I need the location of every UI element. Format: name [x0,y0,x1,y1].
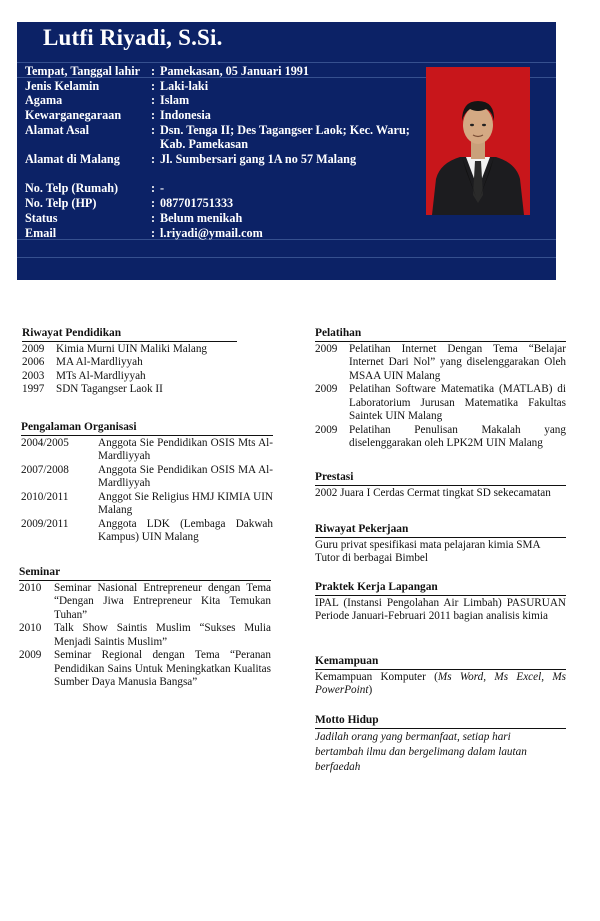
info-row-home-phone [25,181,425,196]
skills-text [315,671,566,698]
section-work-history [315,523,566,566]
entry-year: 2009 [22,342,45,355]
info-value: Jl. Sumbersari gang 1A no 57 Malang [160,151,357,166]
section-title: Praktek Kerja Lapangan [315,581,566,596]
info-value: - [160,181,165,196]
list-item [19,622,271,649]
list-item [21,491,273,518]
info-row-malang-address [25,152,425,167]
section-title: Seminar [19,566,271,581]
entry-text: Anggota Sie Pendidikan OSIS MA Al-Mardliyyah [98,463,273,489]
list-item [22,343,237,357]
entry-year: 2009 [315,342,338,355]
person-portrait-icon [426,67,530,215]
colon: : [151,108,156,123]
entry-text: Seminar Nasional Entrepreneur dengan Tema “Dengan Jiwa Entrepreneur Kita Temukan Tuhan” [54,581,271,621]
motto-text: Jadilah orang yang bermanfaat, setiap hari bertambah ilmu dan bergelimang dalam lautan berfaedah [315,730,527,773]
divider [17,257,556,258]
entry-text: Anggota Sie Pendidikan OSIS Mts Al-Mardliyyah [98,436,273,462]
entry-year: 2003 [22,369,45,382]
work-line: Guru privat spesifikasi mata pelajaran kimia SMA [315,538,541,551]
achievement-text: 2002 Juara I Cerdas Cermat tingkat SD sekecamatan [315,486,551,499]
info-label: Email [25,225,57,240]
personal-info [25,64,425,240]
entry-year: 2010/2011 [21,490,69,503]
entry-year: 2009 [19,649,42,661]
list-item [21,464,273,491]
section-achievement [315,471,566,500]
skills-prefix: Kemampuan Komputer ( [315,670,438,683]
info-value: Laki-laki [160,78,209,93]
entry-year: 2010 [19,622,42,634]
divider [17,62,556,63]
entry-text: Anggot Sie Religius HMJ KIMIA UIN Malang [98,490,273,516]
info-label: No. Telp (Rumah) [25,181,119,196]
info-row-gender [25,79,425,94]
entry-text: Anggota LDK (Lembaga Dakwah Kampus) UIN Malang [98,517,273,543]
colon: : [151,93,156,108]
entry-year: 2009/2011 [21,517,69,530]
colon: : [151,210,156,225]
list-item [22,356,237,370]
section-title: Riwayat Pendidikan [22,327,237,342]
info-row-origin-address [25,123,425,152]
info-label: Agama [25,93,63,108]
entry-text: MA Al-Mardliyyah [56,356,143,368]
list-item [315,343,566,384]
info-row-mobile-phone [25,196,425,211]
info-value: l.riyadi@ymail.com [160,225,263,240]
info-label: Tempat, Tanggal lahir [25,64,141,78]
colon: : [151,196,156,211]
info-label: Alamat Asal [25,122,89,137]
entry-text: Seminar Regional dengan Tema “Peranan Pendidikan Sains Untuk Meningkatkan Kualitas Sumber Daya Manusia Bangsa” [54,649,271,688]
section-title: Pengalaman Organisasi [21,421,273,436]
section-skills [315,655,566,698]
colon: : [151,181,156,196]
entry-year: 2009 [315,423,338,436]
section-organization [21,421,273,545]
section-title: Pelatihan [315,327,566,342]
list-item [315,383,566,424]
colon: : [151,64,156,78]
info-value: Dsn. Tenga II; Des Tagangser Laok; Kec. Waru; Kab. Pamekasan [160,122,410,152]
info-label: Status [25,210,58,225]
list-item [19,582,271,623]
entry-text: MTs Al-Mardliyyah [56,369,146,382]
entry-year: 2007/2008 [21,463,69,476]
entry-year: 2006 [22,356,45,368]
colon: : [151,151,156,166]
info-label: Jenis Kelamin [25,78,100,93]
skills-software: Ms Word, Ms Excel, Ms PowerPoint [315,670,566,696]
section-education [22,327,237,397]
cv-header [17,22,556,280]
list-item [22,383,237,397]
list-item [19,649,271,690]
info-value: 087701751333 [160,196,234,211]
section-title: Prestasi [315,471,566,486]
list-item [21,437,273,464]
full-name: Lutfi Riyadi, S.Si. [43,25,223,50]
colon: : [151,225,156,240]
info-row-religion [25,93,425,108]
list-item [21,518,273,545]
entry-text: Pelatihan Software Matematika (MATLAB) di Laboratorium Jurusan Matematika Fakultas Saintek UIN Malang [349,383,566,422]
entry-text: SDN Tagangser Laok II [56,383,163,395]
info-row-birth [25,64,425,79]
section-title: Kemampuan [315,655,566,670]
info-label: Kewarganegaraan [25,108,122,123]
profile-photo [426,67,530,215]
info-label: Alamat di Malang [25,151,120,166]
list-item [315,424,566,451]
info-row-nationality [25,108,425,123]
info-row-email [25,226,425,241]
section-training [315,327,566,451]
info-value: Islam [160,93,190,108]
colon: : [151,78,156,93]
colon: : [151,122,156,137]
info-row-status [25,211,425,226]
internship-text: IPAL (Instansi Pengolahan Air Limbah) PASURUAN Periode Januari-Februari 2011 bagian analisis kimia [315,596,566,622]
section-internship [315,581,566,624]
entry-year: 1997 [22,383,45,395]
info-value: Belum menikah [160,210,243,225]
work-line: Tutor di berbagai Bimbel [315,552,429,564]
info-value: Indonesia [160,108,211,123]
entry-text: Kimia Murni UIN Maliki Malang [56,342,208,355]
section-motto [315,714,566,775]
list-item [22,370,237,384]
section-title: Motto Hidup [315,714,566,729]
info-label: No. Telp (HP) [25,196,97,211]
entry-year: 2009 [315,383,338,395]
entry-text: Pelatihan Penulisan Makalah yang diselenggarakan oleh LPK2M UIN Malang [349,423,566,449]
section-title: Riwayat Pekerjaan [315,523,566,538]
entry-year: 2010 [19,581,42,594]
entry-text: Talk Show Saintis Muslim “Sukses Mulia Menjadi Saintis Muslim” [54,622,271,648]
entry-year: 2004/2005 [21,436,69,449]
section-seminar [19,566,271,690]
skills-suffix: ) [368,684,373,696]
info-value: Pamekasan, 05 Januari 1991 [160,64,309,78]
entry-text: Pelatihan Internet Dengan Tema “Belajar Internet Dari Nol” yang diselenggarakan Oleh MSAA UIN Malang [349,342,566,382]
